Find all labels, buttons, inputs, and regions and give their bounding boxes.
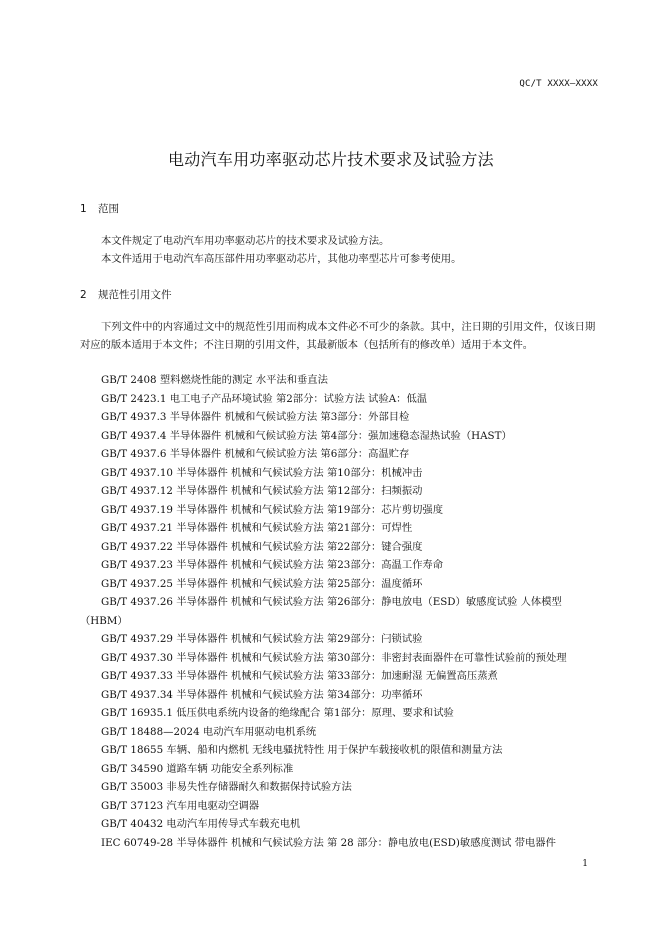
document-code: QC/T XXXX—XXXX [519,79,598,89]
reference-item: GB/T 16935.1 低压供电系统内设备的绝缘配合 第1部分：原理、要求和试验 [101,707,454,719]
reference-item: GB/T 4937.22 半导体器件 机械和气候试验方法 第22部分：键合强度 [101,540,423,553]
reference-item: GB/T 4937.6 半导体器件 机械和气候试验方法 第6部分：高温贮存 [101,448,410,460]
reference-item: GB/T 4937.4 半导体器件 机械和气候试验方法 第4部分：强加速稳态湿热试验（HAST） [101,429,512,442]
reference-item: GB/T 4937.3 半导体器件 机械和气候试验方法 第3部分：外部目检 [101,411,410,423]
reference-item: GB/T 4937.33 半导体器件 机械和气候试验方法 第33部分：加速耐湿 无偏置高压蒸煮 [101,670,498,682]
reference-item: GB/T 35003 非易失性存储器耐久和数据保持试验方法 [101,781,352,793]
section-2-intro [80,318,600,354]
section-1-body [80,232,600,268]
reference-item: GB/T 4937.19 半导体器件 机械和气候试验方法 第19部分：芯片剪切强度 [101,503,444,516]
reference-item: GB/T 4937.30 半导体器件 机械和气候试验方法 第30部分：非密封表面器件在可靠性试验前的预处理 [101,651,567,664]
scope-paragraph-1: 本文件规定了电动汽车用功率驱动芯片的技术要求及试验方法。 [101,235,390,247]
document-title: 电动汽车用功率驱动芯片技术要求及试验方法 [167,150,494,169]
reference-item: GB/T 4937.12 半导体器件 机械和气候试验方法 第12部分：扫频振动 [101,485,423,497]
section-1-title: 范围 [98,203,119,215]
reference-item: GB/T 18655 车辆、船和内燃机 无线电骚扰特性 用于保护车载接收机的限值和测量方法 [101,744,503,756]
scope-paragraph-2: 本文件适用于电动汽车高压部件用功率驱动芯片，其他功率型芯片可参考使用。 [101,253,462,265]
page-number: 1 [582,859,588,869]
reference-item: GB/T 4937.23 半导体器件 机械和气候试验方法 第23部分：高温工作寿命 [101,559,444,571]
reference-item: GB/T 40432 电动汽车用传导式车载充电机 [101,818,301,830]
reference-item: GB/T 18488—2024 电动汽车用驱动电机系统 [101,725,317,738]
reference-item: GB/T 4937.10 半导体器件 机械和气候试验方法 第10部分：机械冲击 [101,466,423,479]
reference-item: GB/T 37123 汽车用电驱动空调器 [101,799,260,812]
reference-item: GB/T 2423.1 电工电子产品环境试验 第2部分：试验方法 试验A：低温 [101,392,428,405]
section-1-heading [80,201,119,216]
reference-list [80,371,600,852]
reference-item: GB/T 4937.26 半导体器件 机械和气候试验方法 第26部分：静电放电（ESD）敏感度试验 人体模型（HBM） [80,596,562,627]
reference-item: GB/T 4937.29 半导体器件 机械和气候试验方法 第29部分：闩锁试验 [101,633,423,645]
reference-item: GB/T 4937.21 半导体器件 机械和气候试验方法 第21部分：可焊性 [101,522,413,534]
section-2-title: 规范性引用文件 [98,289,172,301]
references-intro-paragraph: 下列文件中的内容通过文中的规范性引用而构成本文件必不可少的条款。其中，注日期的引用文件，仅该日期对应的版本适用于本文件；不注日期的引用文件，其最新版本（包括所有的修改单）适用于本文件。 [80,321,596,351]
section-2-heading [80,287,172,302]
reference-item: GB/T 2408 塑料燃烧性能的测定 水平法和垂直法 [101,374,328,386]
reference-item: IEC 60749-28 半导体器件 机械和气候试验方法 第 28 部分：静电放电(ESD)敏感度测试 带电器件 [101,836,556,849]
reference-item: GB/T 4937.34 半导体器件 机械和气候试验方法 第34部分：功率循环 [101,688,423,701]
section-1-number: 1 [80,203,87,215]
reference-item: GB/T 4937.25 半导体器件 机械和气候试验方法 第25部分：温度循环 [101,577,423,590]
section-2-number: 2 [80,289,87,301]
reference-item: GB/T 34590 道路车辆 功能安全系列标准 [101,762,294,775]
